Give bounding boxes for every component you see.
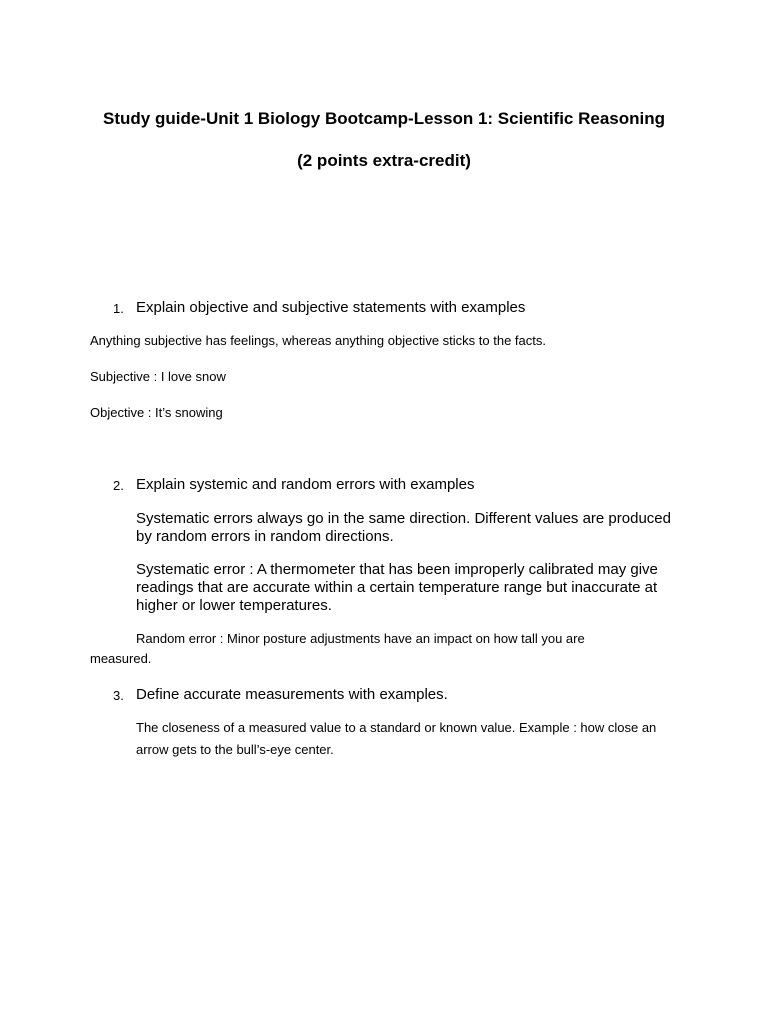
question-number: 2. <box>113 478 124 493</box>
answer-1-subjective-example: Subjective : I love snow <box>90 369 226 384</box>
document-subtitle: (2 points extra-credit) <box>297 151 471 170</box>
answer-3-definition: The closeness of a measured value to a standard or known value. Example : how close an arrow gets to the bull’s-eye center. <box>136 720 657 757</box>
document-title: Study guide-Unit 1 Biology Bootcamp-Lesson 1: Scientific Reasoning <box>103 109 665 128</box>
answer-1-objective-example: Objective : It’s snowing <box>90 405 223 420</box>
question-number: 1. <box>113 301 124 316</box>
question-text: Explain systemic and random errors with examples <box>136 476 475 493</box>
answer-2-systematic-example: Systematic error : A thermometer that has been improperly calibrated may give readings that are accurate within a certain temperature range but inaccurate at higher or lower temperatures. <box>136 561 658 614</box>
question-text: Explain objective and subjective statements with examples <box>136 299 526 316</box>
answer-2-random-example: Random error : Minor posture adjustments have an impact on how tall you are measured. <box>90 631 585 666</box>
question-number: 3. <box>113 688 124 703</box>
question-text: Define accurate measurements with examples. <box>136 686 448 703</box>
answer-2-definition: Systematic errors always go in the same direction. Different values are produced by random errors in random directions. <box>136 510 671 545</box>
answer-1-definition: Anything subjective has feelings, whereas anything objective sticks to the facts. <box>90 333 546 348</box>
